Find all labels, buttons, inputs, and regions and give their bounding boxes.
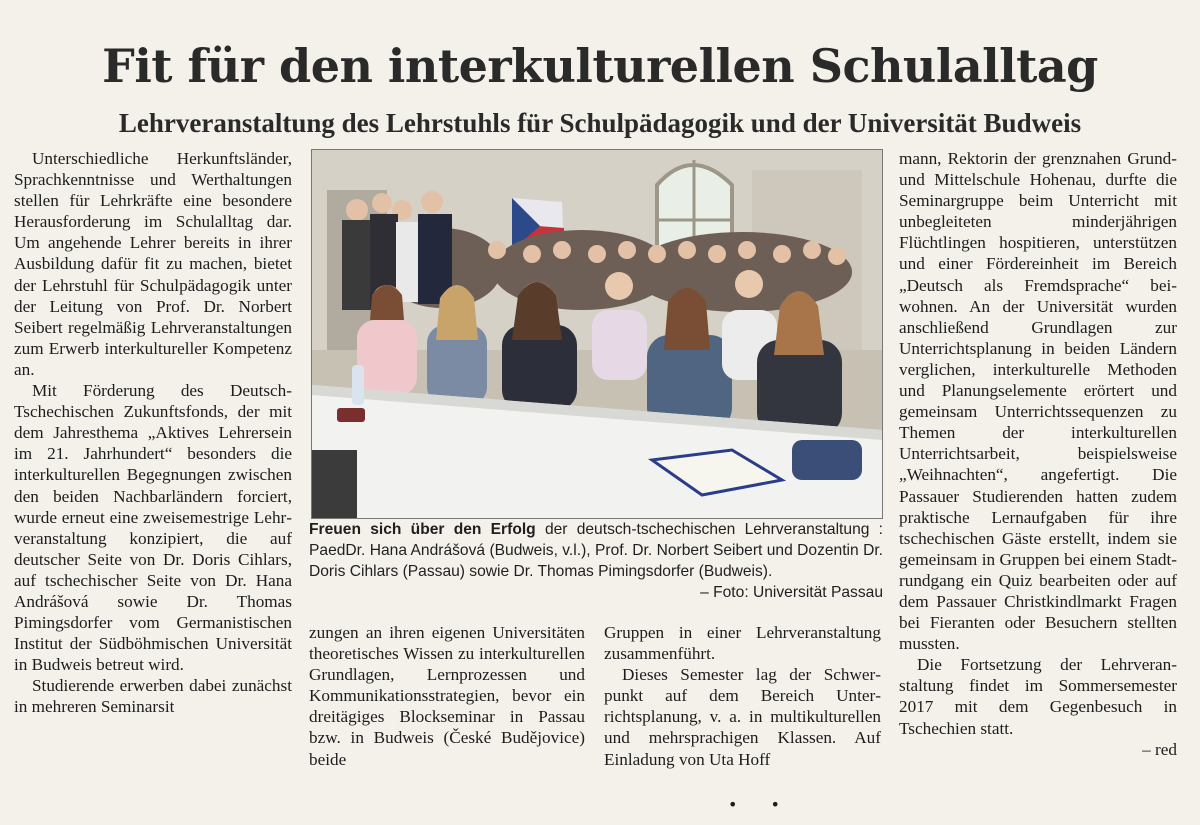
photo-credit: – Foto: Universität Passau (700, 584, 883, 601)
footer-dots: • • (728, 795, 794, 814)
caption-text: der deutsch-tschechischen Lehrveranstaltung : PaedDr. Hana Andrášová (Budweis, v.l.), Prof. Dr. Norbert Seibert und Dozentin Dr. Doris Cihlars (Passau) sowie Dr. Thomas Pimingsdorfer (Budweis). (309, 521, 883, 580)
paragraph: Studierende erwerben dabei zunächst in mehreren Seminarsit (14, 676, 292, 717)
caption-lead: Freuen sich über den Erfolg (309, 521, 536, 538)
paragraph: Gruppen in einer Lehrveranstaltung zusammenführt. (604, 623, 881, 664)
group-photo (311, 149, 883, 519)
paragraph: Unterschiedliche Herkunftsländer, Sprachkenntnisse und Werthaltungen stellen für Lehrkräfte eine besondere Herausforderung im Schulalltag dar. Um angehende Lehrer bereits in ihrer Ausbildung dafür fit zu machen, bietet der Lehrstuhl für Schulpädagogik unter der Leitung von Prof. Dr. Norbert Seibert regelmäßig Lehrveranstaltungen zum Erwerb interkultureller Kompetenz an. (14, 149, 292, 379)
article-column-1 (14, 148, 292, 718)
article-column-3 (604, 622, 881, 770)
article-column-2 (309, 622, 585, 770)
subheadline: Lehrveranstaltung des Lehrstuhls für Schulpädagogik und der Universität Budweis (118, 108, 1082, 138)
paragraph: Dieses Semester lag der Schwerpunkt auf dem Bereich Unterrichtsplanung, v. a. in multikulturellen und mehrsprachigen Klassen. Auf Einladung von Uta Hoff (604, 665, 881, 769)
group-photo-illustration (312, 150, 882, 518)
paragraph: Mit Förderung des Deutsch-Tschechischen Zukunftsfonds, der mit dem Jahresthema „Aktives Lehrersein im 21. Jahrhundert“ besonders die interkulturellen Begegnungen zwischen den beiden Nachbarländern forciert, wurde erneut eine zweisemestrige Lehrveranstaltung konzipiert, die auf deutscher Seite von Dr. Doris Cihlars, auf tschechischer Seite von Dr. Hana Andrášová sowie Dr. Thomas Pimingsdorfer vom Germanistischen Institut der Südböhmischen Universität in Budweis betreut wird. (14, 381, 292, 675)
article-column-4 (899, 148, 1177, 760)
author-signature: – red (1142, 739, 1177, 759)
paragraph: mann, Rektorin der grenznahen Grund- und Mittelschule Hohenau, durfte die Seminargruppe beim Unterricht mit unbegleiteten minderjährigen Flüchtlingen hospitieren, unterstützen und einer Fördereinheit im Bereich „Deutsch als Fremdsprache“ beiwohnen. An der Universität wurden anschließend Grundlagen zur Unterrichtsplanung in beiden Ländern verglichen, interkulturelle Methoden und Planungselemente erörtert und gemeinsam Unterrichtssequenzen zu Themen der interkulturellen Unterrichtsarbeit, beispielsweise „Weihnachten“, angefertigt. Die Passauer Studierenden hatten zudem praktische Lernaufgaben für ihre tschechischen Gäste erstellt, indem sie gemeinsam in Gruppen bei einem Stadtrundgang ein Quiz bearbeiten oder auf dem Passauer Christkindlmarkt Fragen bei Fieranten oder Besuchern stellten mussten. (899, 149, 1177, 654)
paragraph: zungen an ihren eigenen Universitäten theoretisches Wissen zu interkulturellen Grundlagen, Lernprozessen und Kommunikationsstrategien, bevor ein dreitägiges Blockseminar in Passau bzw. in Budweis (České Budějovice) beide (309, 623, 585, 769)
headline: Fit für den interkulturellen Schulalltag (102, 39, 1098, 93)
paragraph: Die Fortsetzung der Lehrveranstaltung findet im Sommersemester 2017 mit dem Gegenbesuch in Tschechien statt. (899, 655, 1177, 738)
photo-caption (309, 519, 883, 603)
